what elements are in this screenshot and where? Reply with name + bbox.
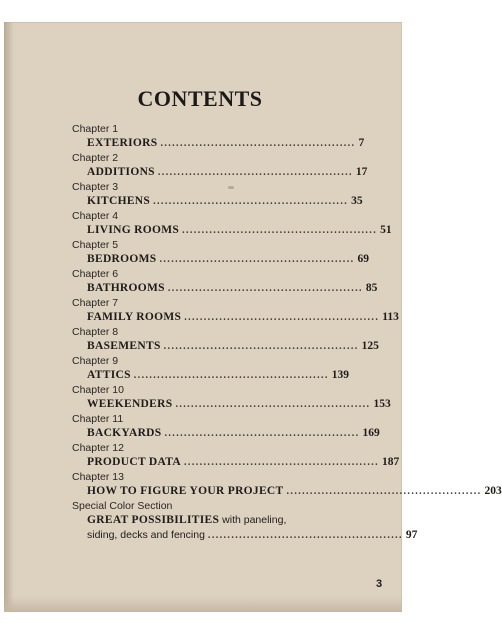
bottom-edge-shadow <box>4 596 402 612</box>
page-ref: 125 <box>361 340 379 352</box>
chapter-label: Chapter 9 <box>72 355 119 367</box>
toc-line <box>87 165 368 180</box>
toc-line <box>87 368 350 383</box>
page-ref: 51 <box>380 224 392 236</box>
special-subtitle-end: siding, decks and fencing <box>87 529 205 541</box>
toc-entry <box>72 180 363 209</box>
toc-entry <box>72 441 400 470</box>
toc-line <box>87 339 379 354</box>
toc-entry <box>72 412 380 441</box>
dot-leader: .................................................. <box>207 530 403 541</box>
chapter-title: EXTERIORS <box>87 137 158 149</box>
toc-line <box>87 223 392 238</box>
toc-line <box>87 484 502 499</box>
page-ref: 187 <box>382 456 400 468</box>
special-title-line <box>87 513 328 528</box>
toc-line <box>87 397 391 412</box>
toc-line <box>87 426 380 441</box>
dot-leader: .................................................. <box>160 138 356 149</box>
chapter-label: Chapter 1 <box>72 123 119 135</box>
chapter-title: WEEKENDERS <box>87 398 173 410</box>
page-ref: 35 <box>351 195 363 207</box>
page-title: CONTENTS <box>137 86 263 111</box>
chapter-title: BEDROOMS <box>87 253 157 265</box>
toc-line <box>87 194 363 209</box>
dot-leader: .................................................. <box>157 167 353 178</box>
toc-entry <box>72 325 379 354</box>
chapter-title: HOW TO FIGURE YOUR PROJECT <box>87 485 284 497</box>
toc-entry <box>72 383 391 412</box>
chapter-label: Chapter 13 <box>72 471 124 483</box>
page-ref: 203 <box>484 485 502 497</box>
toc-entry <box>72 238 369 267</box>
chapter-label: Chapter 6 <box>72 268 119 280</box>
toc-entry <box>72 151 368 180</box>
chapter-label: Chapter 3 <box>72 181 119 193</box>
dot-leader: .................................................. <box>159 254 355 265</box>
toc-line <box>87 281 378 296</box>
page-ref: 139 <box>331 369 350 381</box>
chapter-label: Chapter 5 <box>72 239 119 251</box>
page-ref: 17 <box>355 166 368 178</box>
dot-leader: .................................................. <box>175 399 371 410</box>
dot-leader: .................................................. <box>286 486 482 497</box>
dot-leader: .................................................. <box>184 312 380 323</box>
special-section-label: Special Color Section <box>72 500 173 512</box>
chapter-label: Chapter 4 <box>72 210 119 222</box>
toc-entry <box>72 296 399 325</box>
special-section-entry <box>72 499 418 543</box>
page-ref: 85 <box>365 282 378 294</box>
page-ref: 97 <box>405 529 418 541</box>
chapter-title: FAMILY ROOMS <box>87 311 182 323</box>
chapter-label: Chapter 2 <box>72 152 119 164</box>
page-ref: 153 <box>373 398 391 410</box>
chapter-title: KITCHENS <box>87 195 151 207</box>
toc-entry <box>72 209 392 238</box>
dot-leader: .................................................. <box>164 428 360 439</box>
chapter-title: BACKYARDS <box>87 427 162 439</box>
toc-line <box>87 136 365 151</box>
chapter-title: ADDITIONS <box>87 166 155 178</box>
special-title: GREAT POSSIBILITIES <box>87 514 220 526</box>
dot-leader: .................................................. <box>133 370 329 381</box>
page-ref: 7 <box>358 137 365 149</box>
toc-entry <box>72 122 365 151</box>
chapter-title: ATTICS <box>87 369 131 381</box>
chapter-label: Chapter 12 <box>72 442 124 454</box>
toc-line <box>87 310 399 325</box>
dot-leader: .................................................. <box>182 225 378 236</box>
toc-line <box>87 455 400 470</box>
dot-leader: .................................................. <box>153 196 349 207</box>
chapter-title: BASEMENTS <box>87 340 161 352</box>
chapter-title: PRODUCT DATA <box>87 456 182 468</box>
chapter-label: Chapter 10 <box>72 384 124 396</box>
dot-leader: .................................................. <box>167 283 363 294</box>
dot-leader: .................................................. <box>163 341 359 352</box>
dot-leader: .................................................. <box>184 457 380 468</box>
toc-entry <box>72 470 502 499</box>
toc-line <box>87 528 418 543</box>
chapter-title: BATHROOMS <box>87 282 165 294</box>
chapter-label: Chapter 7 <box>72 297 119 309</box>
chapter-label: Chapter 8 <box>72 326 119 338</box>
toc-line <box>87 252 369 267</box>
toc-entry <box>72 354 350 383</box>
page-ref: 69 <box>357 253 369 265</box>
page-ref: 169 <box>362 427 380 439</box>
chapter-title: LIVING ROOMS <box>87 224 180 236</box>
chapter-label: Chapter 11 <box>72 413 124 425</box>
page-ref: 113 <box>382 311 399 323</box>
special-subtitle-start: with paneling, <box>222 514 287 526</box>
table-of-contents <box>72 122 502 543</box>
page-number: 3 <box>376 578 383 590</box>
toc-entry <box>72 267 378 296</box>
